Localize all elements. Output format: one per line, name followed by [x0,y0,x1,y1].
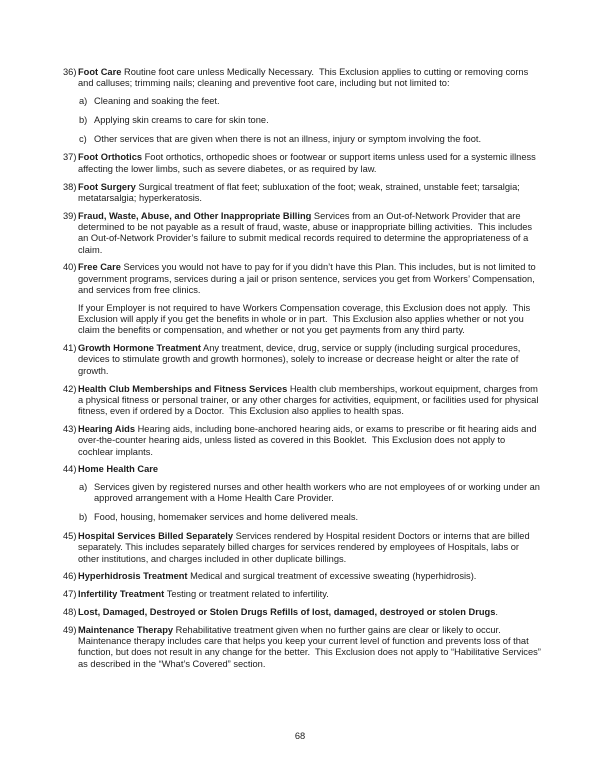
item-title: Lost, Damaged, Destroyed or Stolen Drugs [78,606,268,617]
sub-item [79,115,541,126]
item-title: Home Health Care [78,464,159,475]
sub-item-letter: a) [79,96,88,107]
item-title: Hyperhidrosis Treatment [78,571,188,582]
item-title: Free Care [78,262,121,273]
item-text [78,589,541,600]
item-body: . [495,606,499,617]
sub-item [79,512,541,523]
item-body: Services from an Out-of-Network Provider that are determined to be not payable as a result of fraud, waste, abuse or inappropriate billing activities. This includes an Out-of-Network Provider’s failure to submit medical records required to determine the appropriateness of a claim. [78,210,535,255]
sub-item-text: Other services that are given when there is not an illness, injury or symptom involving the foot. [94,133,482,144]
sub-item-letter: b) [79,512,88,523]
item-body: Hearing aids, including bone-anchored hearing aids, or exams to prescribe or fit hearing aids and over-the-counter hearing aids, unless listed as covered in this Booklet. This Exclusion does not apply to cochlear implants. [78,423,540,457]
item-body: Testing or treatment related to infertility. [164,589,329,600]
item-body: Any treatment, device, drug, service or supply (including surgical procedures, devices to stimulate growth and growth hormones), solely to increase or decrease height or alter the rate of growth. [78,343,523,376]
sub-item-letter: b) [79,114,88,125]
exclusions-list [63,67,544,676]
list-item [63,571,541,582]
item-text [78,384,541,418]
item-number: 39) [63,210,77,221]
page-number: 68 [294,731,306,741]
item-number: 44) [63,464,77,475]
list-item [63,424,541,458]
item-text [78,424,541,458]
item-title: Maintenance Therapy [78,624,174,635]
item-title: Foot Surgery [78,181,136,192]
item-number: 42) [63,383,77,394]
list-item [63,531,541,565]
item-title: Health Club Memberships and Fitness Services [78,383,288,394]
item-number: 38) [63,181,77,192]
sub-item-text: Applying skin creams to care for skin tone. [94,114,269,125]
item-text [78,343,541,377]
sub-item-letter: c) [79,133,87,144]
sub-item-text: Services given by registered nurses and other health workers who are not employees of or working under an approved arrangement with a Home Health Care Provider. [94,482,543,504]
list-item [63,589,541,600]
sub-item-letter: a) [79,482,88,493]
item-text [78,152,541,175]
item-title: Hearing Aids [78,423,135,434]
sub-item [79,134,541,145]
item-body: Medical and surgical treatment of excessive sweating (hyperhidrosis). [187,571,477,582]
list-item [63,343,541,377]
item-number: 40) [63,262,77,273]
item-number: 41) [63,343,77,354]
item-text [78,607,541,618]
list-item [63,67,541,90]
item-title: Hospital Services Billed Separately [78,531,234,541]
item-number: 45) [63,531,77,541]
item-number: 48) [63,606,77,617]
item-number: 43) [63,423,77,434]
sub-item-text: Cleaning and soaking the feet. [94,96,220,107]
item-text [78,531,541,565]
item-text [78,571,541,582]
item-title: Growth Hormone Treatment [78,343,201,354]
item-body: Routine foot care unless Medically Necessary. This Exclusion applies to cutting or removing corns and calluses; trimming nails; cleaning and preventive foot care, including but not limited to: [78,67,531,89]
list-item [63,262,541,296]
item-body: Services you would not have to pay for if you didn’t have this Plan. This includes, but is not limited to government programs, services during a jail or prison sentence, services you get from Workers’ Compensation, and services from free clinics. [78,262,539,295]
item-number: 49) [63,624,77,635]
item-number: 37) [63,152,77,163]
list-item [63,607,541,618]
item-continuation-paragraph: If your Employer is not required to have Workers Compensation coverage, this Exclusion does not apply. This Exclusion will apply if you get the benefits in whole or in part. This Exclusion also applies whether or not you claim the benefits or compensation, and whether or not you get payments from any third party. [78,302,533,336]
list-item [63,211,541,256]
item-text [78,624,544,670]
list-item [63,182,541,205]
item-body: Services rendered by Hospital resident Doctors or interns that are billed separately. This includes separately billed charges for services rendered by employees of Hospitals, labs or other institutions, and charges included in other duplicate billings. [78,531,533,564]
item-text [78,182,541,205]
item-body: Foot orthotics, orthopedic shoes or footwear or support items unless used for a systemic illness affecting the lower limbs, such as severe diabetes, or as required by law. [78,152,539,174]
list-item [63,464,541,475]
item-text [78,67,541,90]
item-number: 36) [63,67,77,77]
sub-item [79,96,541,107]
list-item [63,624,544,670]
item-text [78,211,541,256]
list-item [63,384,541,418]
item-title: Infertility Treatment [78,589,165,600]
item-title: Foot Orthotics [78,152,143,163]
sub-item [79,482,541,505]
item-body: Rehabilitative treatment given when no further gains are clear or likely to occur. Maintenance therapy includes care that helps you keep your current level of function and prevents loss of that function, but does not result in any change for the better. This Exclusion does not apply to “Habilitative Services” as described in the “What’s Covered” section. [78,624,544,669]
item-text [78,262,541,296]
item-body: Health club memberships, workout equipment, charges from a physical fitness or personal trainer, or any other charges for activities, equipment, or facilities used for physical fitness, even if ordered by a Doctor. This Exclusion also applies to health spas. [78,383,542,417]
item-text [78,464,541,475]
item-number: 47) [63,589,77,600]
item-title: Foot Care [78,67,122,77]
sub-item-text: Food, housing, homemaker services and home delivered meals. [94,512,359,523]
item-title: Fraud, Waste, Abuse, and Other Inappropriate Billing [78,210,312,221]
item-body: Surgical treatment of flat feet; subluxation of the foot; weak, strained, unstable feet; tarsalgia; metatarsalgia; hyperkeratosis. [78,181,523,203]
item-number: 46) [63,571,77,582]
list-item [63,152,541,175]
item-body-bold: Refills of lost, damaged, destroyed or stolen Drugs [267,606,496,617]
